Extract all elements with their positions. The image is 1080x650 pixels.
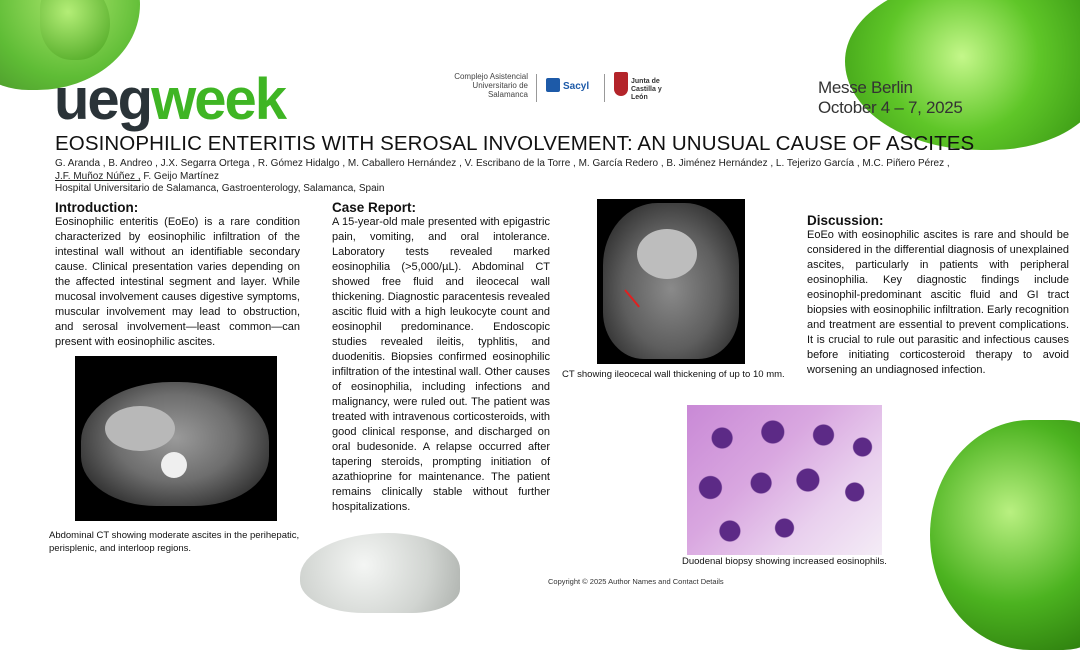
discussion-heading: Discussion:	[807, 213, 884, 228]
decorative-green-shape	[845, 0, 1080, 150]
ct-coronal-caption: CT showing ileocecal wall thickening of up to 10 mm.	[562, 369, 785, 380]
authors-last: F. Geijo Martínez	[140, 171, 219, 182]
ct-coronal-image	[597, 199, 745, 364]
logo-ueg: ueg	[54, 67, 152, 132]
author-list	[55, 157, 985, 183]
ueg-week-logo	[54, 67, 286, 132]
presenting-author: J.F. Muñoz Núñez ,	[55, 171, 141, 182]
event-dates: October 4 – 7, 2025	[818, 98, 963, 117]
logo-divider	[604, 74, 605, 102]
junta-label: Junta de Castilla y León	[631, 78, 662, 101]
authors-main: G. Aranda , B. Andreo , J.X. Segarra Ortega , R. Gómez Hidalgo , M. Caballero Hernández , V. Escribano de la Torre , M. García Redero , B. Jiménez Hernández , L. Tejerizo García , M.C. Piñero Pérez ,	[55, 158, 950, 169]
affiliation: Hospital Universitario de Salamanca, Gastroenterology, Salamanca, Spain	[55, 183, 385, 194]
shield-icon	[614, 72, 628, 96]
institution-logos	[440, 72, 670, 106]
sacyl-icon	[546, 78, 560, 92]
biopsy-histology-image	[687, 405, 882, 555]
sacyl-logo	[546, 78, 589, 92]
introduction-heading: Introduction:	[55, 200, 139, 215]
event-info	[818, 78, 963, 118]
ct-axial-caption: Abdominal CT showing moderate ascites in the perihepatic, perisplenic, and interloop regions.	[49, 530, 300, 554]
ct-axial-image	[75, 356, 277, 521]
case-report-heading: Case Report:	[332, 200, 417, 215]
institution-name: Complejo Asistencial Universitario de Salamanca	[454, 72, 528, 99]
event-venue: Messe Berlin	[818, 78, 913, 97]
biopsy-caption: Duodenal biopsy showing increased eosinophils.	[682, 556, 887, 567]
case-report-text: A 15-year-old male presented with epigastric pain, vomiting, and oral intolerance. Laboratory tests revealed marked eosinophilia (>5,000/µL). Abdominal CT showed free fluid and ileocecal wall thickening. Diagnostic paracentesis revealed ascitic fluid with a high leukocyte count and eosinophil predominance. Endoscopic studies revealed ileitis, typhlitis, and duodenitis. Biopsies confirmed eosinophilic infiltration of the intestinal wall. Other causes of eosinophilia, including infections and malignancy, were ruled out. The patient was treated with intravenous corticosteroids, with good clinical response, and discharged on oral budesonide. A relapse occurred after tapering steroids, prompting initiation of azathioprine for maintenance. The patient remains clinically stable without further hospitalizations.	[332, 216, 550, 513]
copyright-notice: Copyright © 2025 Author Names and Contact Details	[548, 577, 724, 586]
discussion-section	[807, 213, 1069, 378]
poster-title: EOSINOPHILIC ENTERITIS WITH SEROSAL INVOLVEMENT: AN UNUSUAL CAUSE OF ASCITES	[55, 132, 975, 155]
logo-week: week	[151, 67, 286, 132]
introduction-section	[55, 200, 300, 350]
discussion-text: EoEo with eosinophilic ascites is rare and should be considered in the differential diagnosis of unexplained ascites, particularly in patients with peripheral eosinophilia. Key diagnostic findings include eosinophil-predominant ascitic fluid and GI tract biopsies with eosinophilic infiltration. Early recognition and treatment are essential to prevent complications. It is crucial to rule out parasitic and infectious causes before initiating corticosteroid therapy to avoid worsening an undiagnosed infection.	[807, 229, 1069, 376]
sacyl-label: Sacyl	[563, 81, 590, 92]
case-report-section	[332, 200, 550, 515]
decorative-green-shape	[930, 420, 1080, 650]
introduction-text: Eosinophilic enteritis (EoEo) is a rare condition characterized by eosinophilic infiltration of the intestinal wall without an identifiable secondary cause. Clinical presentation varies depending on the affected intestinal segment and layer. While mucosal involvement causes digestive symptoms, muscular involvement may lead to obstruction, and serosal involvement—least common—can present with eosinophilic ascites.	[55, 216, 300, 348]
logo-divider	[536, 74, 537, 102]
decorative-liver-illustration	[300, 533, 460, 613]
